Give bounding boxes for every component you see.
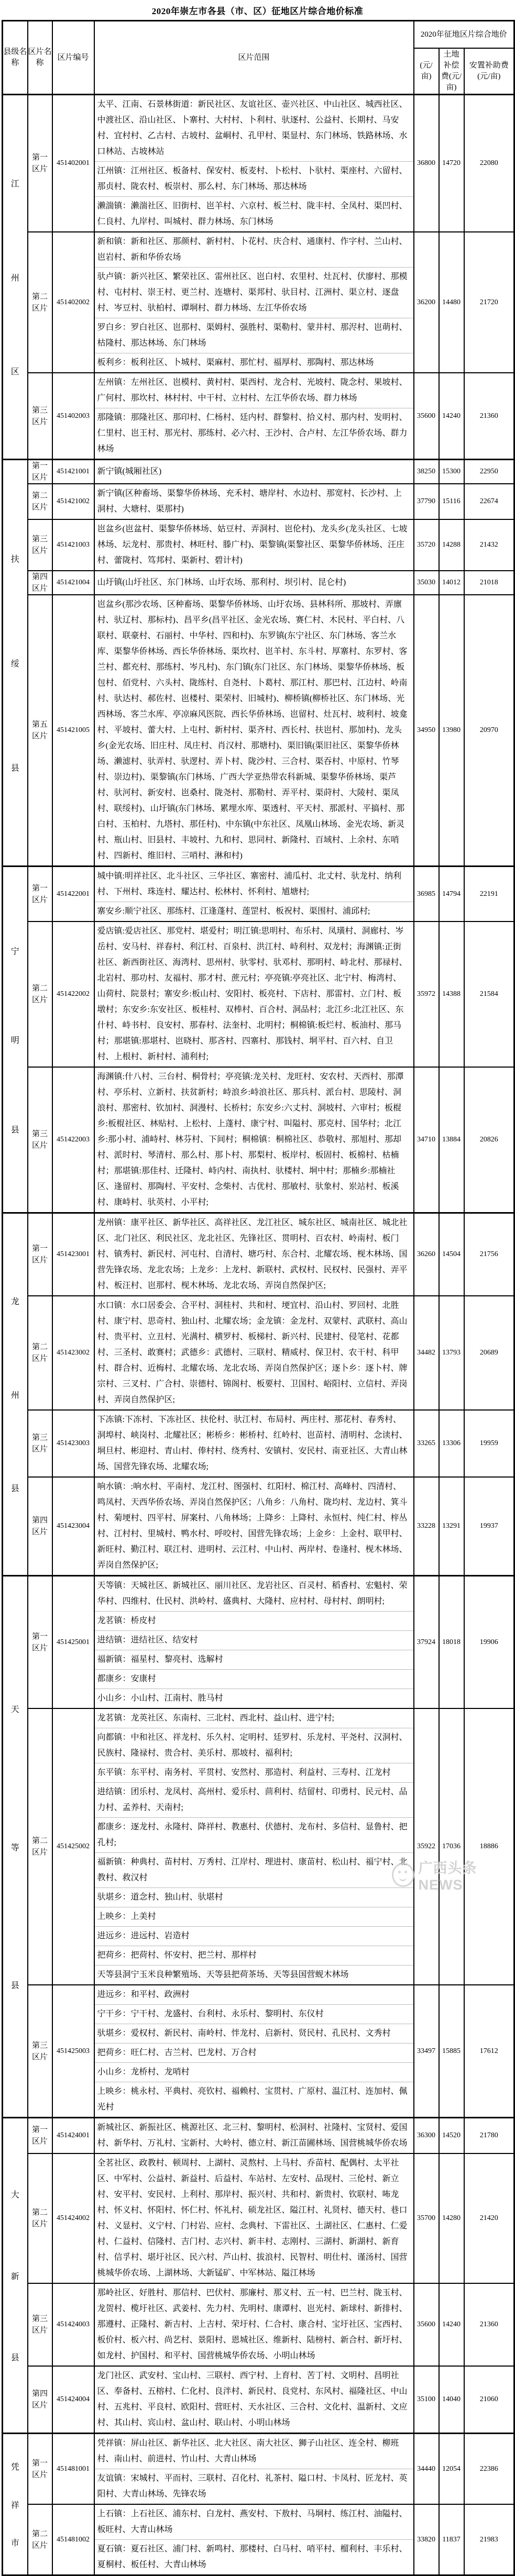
zone-name-cell: 第三区片 <box>28 2283 52 2366</box>
zone-name-cell: 第二区片 <box>28 232 52 373</box>
zone-code-cell: 451423003 <box>52 1410 94 1477</box>
land-comp-cell: 12054 <box>439 2434 464 2505</box>
range-paragraph: 岜盆乡(岜盆村、渠黎华侨林场、姑豆村、弄洞村、岜伦村)、龙头乡(龙头社区、七坡林场、坛龙村、那贵村、林旺村、滕广村)、渠黎镇(渠黎社区、渠黎华侨林场、汪庄村、蕾陇村、笃邦村、渠新村、碧计村) <box>97 525 408 565</box>
land-comp-cell: 14280 <box>439 2153 464 2283</box>
resettle-cell: 21756 <box>464 1213 514 1296</box>
land-comp-cell: 15116 <box>439 484 464 519</box>
zone-range-cell <box>94 2153 414 2283</box>
county-name-char: 县 <box>10 1484 19 1493</box>
zone-range-cell <box>94 571 414 595</box>
zone-code-cell: 451424004 <box>52 2366 94 2434</box>
zone-range-cell <box>94 2118 414 2154</box>
range-paragraph: 东平镇：东平村、南务村、平贯村、安然村、那造村、利益村、三寿村、江龙村 <box>95 1763 413 1782</box>
range-paragraph: 下冻镇:下冻村、下冻社区、扶伦村、驮江村、布局村、两庄村、那花村、春秀村、洞埠村、峡岗村、北耀社区；彬桥乡：彬桥村、红岭村、岜苗村、清明村、念读村、垌旦村、彬迎村、青山村、俸村村、绕秀村、安镇村、安民村、南亚社区、大青山林场、国营先锋农场、北耀农场; <box>97 1415 408 1471</box>
zone-range-cell <box>94 95 414 232</box>
zone-name-cell: 第二区片 <box>28 2153 52 2283</box>
price-total-cell: 35100 <box>414 2366 439 2434</box>
range-paragraph: 新宁镇(城厢社区) <box>97 467 162 476</box>
table-row <box>3 484 514 519</box>
county-name-cell <box>3 2434 28 2575</box>
zone-name-cell: 第五区片 <box>28 595 52 867</box>
land-comp-cell: 14794 <box>439 867 464 922</box>
col-header-price-group: 2020年征地区片综合地价 <box>414 21 514 49</box>
range-paragraph: 水口镇：水口居委会、合平村、洞桂村、共和村、埂宜村、沿山村、罗回村、北胜村、康宁村、思奇村、独山村、北耀农场；金龙镇：金龙村、双蒙村、武联村、高山村、贵平村、立丑村、光满村、横罗村、板梯村、新兴村、民建村、侵笔村、花都村、三圣村、敢赛村；武德乡：武德村、三联村、精威村、保卫村、农干村、科甲村、群合村、近梅村、北耀农场、龙北农场、弄岗自然保护区；逐卜乡：逐卜村、牌宗村、三叉村、广合村、崇德村、锦阁村、板要村、卫国村、峪阳村、立信村、弄岗村、弄岗自然保护区; <box>97 1301 408 1404</box>
range-paragraph: 那隆镇：那隆社区、那印村、仁杨村、廷内村、群黎村、拾义村、那内村、发明村、仁里村、岜王村、那光村、那练村、必六村、王沙村、合卢村、左江华侨农场、群力林场 <box>95 408 413 459</box>
price-total-cell: 37790 <box>414 484 439 519</box>
zone-range-cell <box>94 1576 414 1709</box>
table-header <box>3 21 514 95</box>
col-header-land-comp: 土地补偿费(元/亩) <box>439 48 464 95</box>
range-paragraph: 那岭社区、好胜村、那信村、巴伏村、那廉村、那义村、五一村、巴兰村、陇玉村、龙贺村、榄圩社区、武姜村、先力村、先明村、康谭村、岜光村、新球村、新排村、那遵村、正隆村、新吉村、上吉村、荣圩村、仁合村、康合村、宝圩社区、宝西村、板价村、板六村、尚艺村、景阳村、恩城社区、维新村、陆榜村、新合村、新圩村、如龙村、护国村、和平村、国营桃城华侨农场、小明山林场 <box>97 2289 408 2360</box>
zone-code-cell: 451423001 <box>52 1213 94 1296</box>
price-total-cell: 34440 <box>414 2434 439 2505</box>
county-name-char: 凭 <box>10 2462 19 2472</box>
range-paragraph: 进远乡：进远村、岩造村 <box>95 1926 413 1946</box>
county-name-cell <box>3 95 28 460</box>
range-paragraph: 进结镇：团乐村、龙凤村、高州村、爱乐村、茴利村、结留村、印勇村、民元村、品力村、孟养村、天南村; <box>95 1782 413 1817</box>
land-comp-cell: 14504 <box>439 1213 464 1296</box>
resettle-cell: 22080 <box>464 95 514 232</box>
resettle-cell: 19937 <box>464 1477 514 1576</box>
col-header-resettle: 安置补助费(元/亩) <box>464 48 514 95</box>
table-row <box>3 2434 514 2505</box>
land-price-table <box>2 20 515 2576</box>
resettle-cell: 21360 <box>464 2283 514 2366</box>
zone-name-cell: 第一区片 <box>28 2118 52 2154</box>
resettle-cell: 21360 <box>464 373 514 460</box>
table-row <box>3 2118 514 2154</box>
land-comp-cell: 14480 <box>439 232 464 373</box>
range-paragraph: 进远乡：和平村、政洲村 <box>97 1990 190 1999</box>
county-name-char: 市 <box>10 2539 19 2548</box>
watermark-text: 广西头条NEWS <box>418 1860 477 1893</box>
land-comp-cell: 13884 <box>439 1067 464 1213</box>
land-comp-cell: 14040 <box>439 2366 464 2434</box>
zone-range-cell <box>94 867 414 922</box>
county-name-char: 天 <box>10 1705 19 1714</box>
land-comp-cell: 13980 <box>439 595 464 867</box>
range-paragraph: 龙茗镇：龙英社区、东南村、三北村、西北村、益山村、进宁村; <box>97 1714 334 1723</box>
zone-name-cell: 第三区片 <box>28 1410 52 1477</box>
zone-range-cell <box>94 921 414 1067</box>
table-row <box>3 232 514 373</box>
county-name-char: 大 <box>10 2190 19 2200</box>
resettle-cell: 21584 <box>464 921 514 1067</box>
table-row <box>3 1708 514 1985</box>
range-paragraph: 江州镇：江州社区、板备村、保安村、板麦村、卜松村、卜驮村、渠座村、六留村、那贞村、陇农村、板崇村、那么村、东门林场、那达林场 <box>95 161 413 196</box>
zone-code-cell: 451422002 <box>52 921 94 1067</box>
county-name-char: 龙 <box>10 1297 19 1307</box>
price-total-cell: 33820 <box>414 2504 439 2575</box>
price-total-cell: 36800 <box>414 95 439 232</box>
county-name-cell <box>3 1576 28 2118</box>
zone-range-cell <box>94 2283 414 2366</box>
county-name-char: 祥 <box>10 2501 19 2510</box>
resettle-cell: 20826 <box>464 1067 514 1213</box>
price-total-cell: 38250 <box>414 460 439 484</box>
land-comp-cell: 15885 <box>439 1985 464 2118</box>
col-header-range: 区片范围 <box>94 21 414 95</box>
table-row <box>3 95 514 232</box>
zone-name-cell: 第四区片 <box>28 2366 52 2434</box>
zone-range-cell <box>94 1296 414 1410</box>
range-paragraph: 响水镇：:响水村、平南村、龙江村、图强村、红阳村、棉江村、高峰村、四清村、鸣凤村、天西华侨农场、弄岗自然保护区；八角乡：八角村、陇均村、龙边村、箕斗村、菊埂村、四平村、屏案村、八角林场；上降乡：上降村、永恒村、纯仁村、梓丛村、江村村、里城村、鸭水村、呼咬村、国营先锋农场；上金乡：上金村、联甲村、新旺村、勤江村、联江村、进明村、云江村、中山村、两岸村、卷逢村、枧木林场、弄岗自然保护区; <box>97 1482 408 1570</box>
range-paragraph: 龙门社区、武安村、宝山村、三联村、西宁村、上育村、苦丁村、文明村、昌明社区、奉备村、五榕村、仁化村、良泮村、新民村、良党村、东风村、福隆社区、中山村、五兆村、平良村、欧阳村、营旺村、天水社区、三合村、文化村、温新村、文应村、其山村、宾山村、盆山村、联山村、小明山林场 <box>97 2371 408 2427</box>
range-paragraph: 把荷乡：把荷村、怀安村、把兰村、那样村 <box>95 1946 413 1965</box>
zone-code-cell: 451425002 <box>52 1708 94 1985</box>
county-name <box>3 460 27 865</box>
col-header-code: 区片编号 <box>52 21 94 95</box>
county-name-char: 县 <box>10 1981 19 1991</box>
zone-range-cell <box>94 2434 414 2505</box>
land-comp-cell: 17036 <box>439 1708 464 1985</box>
table-row <box>3 867 514 922</box>
range-paragraph: 全茗社区、政教村、顿周村、上湖村、灵熬村、上马村、乔苗村、配偶村、太平社区、中军村、公益村、新益村、后益村、车站村、左安村、品现村、三伦村、新立村、安平村、安民村、上利村、那岸村、振兴村、共和村、新贵村、钦联村、咘龙村、怀义村、怀阳村、怀仁村、怀礼村、硕龙社区、隘江村、礼贤村、德天村、巷口村、义显村、义宁村、门村岩、应村、念典村、下雷社区、土湖社区、仁惠村、仁爱村、仁益村、信隆村、吉门村、志兴村、新丰村、志刚村、三湖村、新湖村、新育村、信孚村、堪圩社区、民六村、芦山村、拔浪村、民智村、明仕村、谨汤村、国营桃城华侨农场、上湖林场、大新锰矿、中军林站、隘江林场 <box>97 2159 408 2278</box>
zone-name-cell: 第二区片 <box>28 921 52 1067</box>
zone-name-cell: 第一区片 <box>28 1576 52 1709</box>
resettle-cell: 22950 <box>464 460 514 484</box>
price-total-cell: 37924 <box>414 1576 439 1709</box>
resettle-cell: 22191 <box>464 867 514 922</box>
range-paragraph: 城中镇:明祥社区、北斗社区、三华社区、寨密村、浦瓜村、北丈村、驮龙村、纳利村、下州村、珠连村、耀达村、松林村、怀利村、馗塘村; <box>97 872 401 896</box>
zone-range-cell <box>94 595 414 867</box>
table-row <box>3 2283 514 2366</box>
land-comp-cell: 14240 <box>439 2283 464 2366</box>
county-name <box>3 1214 27 1575</box>
table-row <box>3 2366 514 2434</box>
resettle-cell: 22674 <box>464 484 514 519</box>
zone-name-cell: 第三区片 <box>28 1985 52 2118</box>
land-comp-cell: 18018 <box>439 1576 464 1709</box>
price-total-cell: 35600 <box>414 373 439 460</box>
range-paragraph: 夏石镇：夏石社区、浦门村、新鸣村、那楼村、白马村、哨平村、榴利村、丰乐村、夏桐村、板任村、大青山林场 <box>95 2539 413 2574</box>
range-paragraph: 新和镇：新和社区、那颜村、新村村、卜花村、庆合村、通康村、作字村、兰山村、岜岩村、新和华侨农场 <box>97 237 408 262</box>
zone-name-cell: 第二区片 <box>28 1708 52 1985</box>
range-paragraph: 驮卢镇：新兴社区、繁荣社区、雷州社区、岜白村、农里村、灶瓦村、伏廖村、那模村、屯村村、崇王村、更兰村、连塘村、渠邦村、驮目村、江洲村、渠立村、逐盘村、岑豆村、驮柏村、谭垌村、群力林场、左江华侨农场 <box>95 267 413 318</box>
resettle-cell: 19959 <box>464 1410 514 1477</box>
table-row <box>3 1213 514 1296</box>
range-paragraph: 天等镇：天城社区、新城社区、丽川社区、龙岩社区、百灵村、稻香村、宏魁村、荣华村、四维村、仕民村、洪岭村、盛典村、大隆村、应村村、母村村、朗明村; <box>97 1581 408 1606</box>
land-comp-cell: 13291 <box>439 1477 464 1576</box>
price-total-cell: 34950 <box>414 595 439 867</box>
range-paragraph: 凭祥镇：屏山社区、新华社区、北大社区、南大社区、狮子山社区、连全村、柳班村、南山村、前进村、竹山村、大青山林场 <box>97 2439 399 2463</box>
range-paragraph: 新城社区、新振社区、桃源社区、北三村、黎明村、松洞村、社隆村、宝贤村、爱国村、新华村、万礼村、宝新村、大岭村、德立村、新江苗圃林场、国营桃城华侨农场 <box>97 2123 408 2148</box>
price-total-cell: 36300 <box>414 2118 439 2154</box>
table-body <box>3 95 514 2575</box>
price-total-cell: 33228 <box>414 1477 439 1576</box>
resettle-cell: 17612 <box>464 1985 514 2118</box>
range-paragraph: 上映乡：上美村 <box>95 1907 413 1926</box>
zone-name-cell: 第一区片 <box>28 2434 52 2505</box>
table-row <box>3 1477 514 1576</box>
zone-code-cell: 451421002 <box>52 484 94 519</box>
zone-name-cell: 第三区片 <box>28 519 52 571</box>
zone-range-cell <box>94 460 414 484</box>
table-row <box>3 519 514 571</box>
zone-name-cell: 第一区片 <box>28 1213 52 1296</box>
table-row <box>3 1576 514 1709</box>
county-name-char: 江 <box>10 180 19 189</box>
county-name-char: 明 <box>10 1036 19 1045</box>
range-paragraph: 宁干乡：宁干村、龙盛村、台利村、永乐村、黎明村、东仪村 <box>95 2004 413 2024</box>
price-total-cell: 34482 <box>414 1296 439 1410</box>
range-paragraph: 太平、江南、石景林街道：新民社区、友谊社区、壶兴社区、中山社区、城西社区、中渡社区、沿山社区、卜寨村、大村村、卜利村、驮逐村、公益村、长期村、马安村、宜村村、乙古村、古坡村、盆峒村、孔甲村、渠显村、东门林场、铁路林场、水口林站、古坡林站 <box>97 100 408 156</box>
price-total-cell: 36260 <box>414 1213 439 1296</box>
zone-range-cell <box>94 1410 414 1477</box>
county-name-cell <box>3 460 28 867</box>
county-name-cell <box>3 2118 28 2434</box>
zone-name-cell: 第二区片 <box>28 2504 52 2575</box>
resettle-cell: 19906 <box>464 1576 514 1709</box>
county-name <box>3 95 27 459</box>
resettle-cell: 18886 <box>464 1708 514 1985</box>
zone-range-cell <box>94 1708 414 1985</box>
range-paragraph: 新宁镇(区种畜场、渠黎华侨林场、充禾村、塘岸村、水边村、那宽村、长沙村、上洞村、大塘村、渠那村) <box>97 489 402 514</box>
zone-code-cell: 451421003 <box>52 519 94 571</box>
land-comp-cell: 14720 <box>439 95 464 232</box>
resettle-cell: 20689 <box>464 1296 514 1410</box>
county-name-char: 扶 <box>10 555 19 564</box>
land-comp-cell: 14388 <box>439 921 464 1067</box>
zone-range-cell <box>94 484 414 519</box>
land-comp-cell: 11837 <box>439 2504 464 2575</box>
zone-code-cell: 451424002 <box>52 2153 94 2283</box>
col-header-price-unit: (元/亩) <box>414 48 439 95</box>
price-total-cell: 33497 <box>414 1985 439 2118</box>
county-name-char: 县 <box>10 2353 19 2363</box>
zone-code-cell: 451421001 <box>52 460 94 484</box>
zone-code-cell: 451422003 <box>52 1067 94 1213</box>
zone-name-cell: 第一区片 <box>28 867 52 922</box>
zone-range-cell <box>94 1213 414 1296</box>
land-comp-cell: 14012 <box>439 571 464 595</box>
zone-range-cell <box>94 1067 414 1213</box>
zone-range-cell <box>94 519 414 571</box>
range-paragraph: 福新镇：种典村、苗村村、万秀村、江岸村、理进村、康苗村、松山村、福宁村、北教村、救汉村 <box>95 1852 413 1887</box>
county-name-char: 区 <box>10 367 19 376</box>
resettle-cell: 21780 <box>464 2118 514 2154</box>
county-name-char: 州 <box>10 1391 19 1400</box>
price-total-cell: 36985 <box>414 867 439 922</box>
range-paragraph: 都康乡：逐龙村、永隆村、降祥村、教惠村、伏德村、龙布村、多信村、显鲁村、把孔村; <box>95 1817 413 1852</box>
table-row <box>3 595 514 867</box>
range-paragraph: 进结镇：进结社区、结安村 <box>95 1630 413 1650</box>
table-row <box>3 1985 514 2118</box>
range-paragraph: 龙州镇：康平社区、新华社区、高祥社区、龙江社区、城东社区、城南社区、城北社区、北门社区、利民社区、龙北社区、先锋社区、贯明村、百农村、岭南村、板门村、镇秀村、新民村、河屯村、自清村、塘巧村、东合村、北耀农场、枧木林场、国营先锋农场、龙北农场；上龙乡：上龙村、新联村、武权村、民权村、民强村、弄平村、板汪村、岜那村、枧木林场、龙北农场、弄岗自然保护区; <box>97 1218 408 1290</box>
price-total-cell: 36200 <box>414 232 439 373</box>
county-name-char: 县 <box>10 763 19 773</box>
zone-name-cell: 第一区片 <box>28 95 52 232</box>
county-name-char: 州 <box>10 273 19 283</box>
county-name-cell <box>3 867 28 1213</box>
page-title: 2020年崇左市各县（市、区）征地区片综合地价标准 <box>151 6 364 16</box>
zone-code-cell: 451425001 <box>52 1576 94 1709</box>
zone-range-cell <box>94 2504 414 2575</box>
resettle-cell: 21060 <box>464 2366 514 2434</box>
resettle-cell: 21420 <box>464 2153 514 2283</box>
zone-code-cell: 451424003 <box>52 2283 94 2366</box>
land-comp-cell: 15300 <box>439 460 464 484</box>
zone-code-cell: 451425003 <box>52 1985 94 2118</box>
county-name <box>3 2434 27 2574</box>
range-paragraph: 寨安乡:顺宁社区、那练村、江逢蓬村、莲罡村、板祝村、渠围村、浦邱村; <box>95 902 413 921</box>
resettle-cell: 21983 <box>464 2504 514 2575</box>
land-comp-cell: 13793 <box>439 1296 464 1410</box>
county-name-char: 新 <box>10 2272 19 2281</box>
land-comp-cell: 14240 <box>439 373 464 460</box>
zone-name-cell: 第三区片 <box>28 373 52 460</box>
range-paragraph: 都康乡：安康村 <box>95 1669 413 1689</box>
resettle-cell: 21720 <box>464 232 514 373</box>
range-paragraph: 龙茗镇：桥皮村 <box>95 1611 413 1630</box>
range-paragraph: 驮堪乡：爱权村、新民村、南岭村、怑龙村、启新村、贤民村、孔民村、文秀村 <box>95 2024 413 2043</box>
zone-range-cell <box>94 1985 414 2118</box>
zone-code-cell: 451423002 <box>52 1296 94 1410</box>
zone-code-cell: 451402001 <box>52 95 94 232</box>
county-name-char: 县 <box>10 1125 19 1135</box>
range-paragraph: 海渊镇:什八村、三台村、桐骨村；亭亮镇:龙关村、龙旺村、安农村、天西村、那潭村、亭乐村、立新村、扶贫新村；峙浪乡:峙浪社区、那兵村、派台村、思陵村、洞浪村、那密村、钦加村、洞漫村、长桥村；东安乡:六丈村、洞坡村、六审村；板棍乡:板棍社区、林贴村、上松村、上蓬村、康宁村、叫隘村、那克村、国华村；北江乡:那小村、浦峙村、林芬村、下间村；桐棉镇：桐棉社区、恭敬村、那旭村、那却村、派时村、琴清村、那么村、那卜村、那梨村、板岸村、板固村、板棉村、枯楠村；那堪镇:那佳村、迁隆村、峙内村、南执村、驮楼村、垌中村；那楠乡:那楠社区、逢留村、那陶村、平安村、念柴村、古优村、那敏村、驮象村、岽站村、板溪村、康峙村、驮英村、小平村; <box>97 1072 404 1207</box>
range-paragraph: 罗白乡：罗白社区、岜那村、渠姆村、强胜村、渠勒村、蒙井村、那浕村、岜萌村、枯隆村、那达林场、东门林场 <box>95 318 413 353</box>
range-paragraph: 板利乡：板利社区、卜城村、渠麻村、那忙村、福厚村、那陶村、那达林场 <box>95 353 413 372</box>
price-total-cell: 35922 <box>414 1708 439 1985</box>
zone-range-cell <box>94 2366 414 2434</box>
range-paragraph: 天等县洞宁玉米良种繁殖场、天等县把荷茶场、天等县国营蚬木林场 <box>95 1965 413 1984</box>
table-row <box>3 571 514 595</box>
zone-code-cell: 451423004 <box>52 1477 94 1576</box>
zone-range-cell <box>94 232 414 373</box>
resettle-cell: 22386 <box>464 2434 514 2505</box>
zone-code-cell: 451422001 <box>52 867 94 922</box>
land-comp-cell: 14288 <box>439 519 464 571</box>
range-paragraph: 爱店镇:爱店社区、那党村、堪爱村；明江镇:思明村、布乐村、凤璜村、洞廊村、岑岳村、安马村、祥春村、利江村、百泉村、洪江村、峙利村、双龙村；海渊镇:正街社区、新西街社区、海湾村、思州村、驮零村、驮邓村、那明村、峙北村、那禄村、北岩村、那功村、友福村、那才村、蔗元村；亭亮镇:亭亮社区、北宁村、梅湾村、山荷村、院景村；寨安乡:板山村、安阳村、板亮村、下店村、那雷村、立门村、板墩村；东安乡:东安社区、板桂村、双棒村、百合村、洞品村；北江乡:北江社区、东什村、峙书村、良安村、那春村、法奎村、北明村；桐棉镇:板烂村、板油村、那马村；那堪镇:那堪村、岜晓村、那吝村、四寨村、那钱村、垌平村、百六村、自卫村、上根村、新村村、浦利村; <box>97 927 408 1061</box>
range-paragraph: 山圩镇(山圩社区、东门林场、山圩农场、那利村、坝引村、昆仑村) <box>97 578 346 587</box>
price-total-cell: 34710 <box>414 1067 439 1213</box>
header-row-group <box>3 21 514 49</box>
zone-name-cell: 第四区片 <box>28 1477 52 1576</box>
zone-code-cell: 451481002 <box>52 2504 94 2575</box>
range-paragraph: 左州镇：左州社区、岜模村、黄村村、渠西村、龙合村、光坡村、陇念村、果坡村、广何村、那坎村、林村村、中干村、立村村、左江华侨农场、群力林场 <box>97 378 408 403</box>
zone-range-cell <box>94 373 414 460</box>
range-paragraph: 岜盆乡(那沙农场、区种畜场、渠黎华侨林场、山圩农场、县林科所、那坡村、弄廪村、驮辽村、那标村)、昌平乡(昌平社区、金光农场、赛仁村、木民村、平白村、八联村、联豪村、石丽村、中华村、四和村)、东罗镇(东宁社区、东门林场、客兰水库、渠黎华侨林场、西长华侨林场、渠坎村、岜羊村、东斗村、厚寨村、东罗村、客兰村、都充村、那练村、岑凡村)、东门镇(东门社区、东门林场、渠黎华侨林场、板包村、佰党村、六头村、陇练村、自尧村、卜葛村、那江村、那巴村、江边村、岭南村、驮达村、郝佐村、岜楼村、渠荣村、旧城村)、柳桥镇(柳桥社区、东门林场、光西林场、客兰水库、亭凉麻风医院、西长华侨林场、岜留村、灶瓦村、坡利村、坡龛村、平坡村、蕾大村、上屯村、新村村、渠齐村、西长村、扶岜村、那加村)、龙头乡(金光农场、旧庄村、凤庄村、肖汉村、那塘村)、渠旧镇(渠旧社区、渠黎华侨林场、濑滤村、驮弄村、驮逻村、弄卜村、陇沙村、三合村、渠吞村、中原村、竹琴村、崇边村)、渠黎镇(东门林场、广西大学亚热带农科新城、渠黎华侨林场、渠芦村、驮河村、新安村、岜桑村、陇尧村、那勒村、弄平村、渠莳村、大陵村、渠凤村、联绥村)、山圩镇(东门林场、累埋水库、渠透村、平天村、那派村、平搞村、那白村、玉柏村、九塔村、那任村)、中东镇(中东社区、凤凰山林场、金光农场、新灵村、瓶山村、旧县村、丰坡村、九和村、思同村、新隆村、百域村、上余村、东哨村、四新村、维旧村、三哨村、淋和村) <box>97 600 408 860</box>
zone-code-cell: 451421005 <box>52 595 94 867</box>
county-name-char: 宁 <box>10 947 19 956</box>
range-paragraph: 上石镇：上石社区、浦东村、白龙村、燕安村、下敖村、马垌村、练江村、油隘村、板旺村、大青山林场 <box>97 2510 408 2534</box>
table-row <box>3 921 514 1067</box>
range-paragraph: 驮堪乡：道念村、独山村、驮堪村 <box>95 1887 413 1907</box>
table-row <box>3 1410 514 1477</box>
zone-code-cell: 451421004 <box>52 571 94 595</box>
price-total-cell: 35030 <box>414 571 439 595</box>
land-comp-cell: 13306 <box>439 1410 464 1477</box>
col-header-county: 县级名称 <box>3 21 28 95</box>
range-paragraph: 濑湍镇：濑湍社区、旧街村、岜羊村、六京村、板兰村、陇丰村、全凤村、渠凹村、仁良村、九岸村、叫城村、群力林场、东门林场 <box>95 196 413 231</box>
price-total-cell: 35700 <box>414 2153 439 2283</box>
range-paragraph: 福新镇：福星村、黎亮村、选解村 <box>95 1650 413 1669</box>
county-name-char: 等 <box>10 1843 19 1852</box>
price-total-cell: 33265 <box>414 1410 439 1477</box>
county-name <box>3 2118 27 2433</box>
zone-name-cell: 第三区片 <box>28 1067 52 1213</box>
county-name <box>3 867 27 1212</box>
table-row <box>3 1067 514 1213</box>
zone-name-cell: 第一区片 <box>28 460 52 484</box>
county-name-char: 绥 <box>10 659 19 669</box>
zone-name-cell: 第二区片 <box>28 484 52 519</box>
land-comp-cell: 14520 <box>439 2118 464 2154</box>
zone-code-cell: 451424001 <box>52 2118 94 2154</box>
zone-name-cell: 第二区片 <box>28 1296 52 1410</box>
resettle-cell: 21432 <box>464 519 514 571</box>
col-header-zone: 区片名称 <box>28 21 52 95</box>
county-name <box>3 1576 27 2117</box>
table-row <box>3 1296 514 1410</box>
zone-code-cell: 451402002 <box>52 232 94 373</box>
table-row <box>3 2153 514 2283</box>
table-row <box>3 2504 514 2575</box>
range-paragraph: 友谊镇：宋城村、平而村、三联村、召化村、礼茶村、隘口村、卡凤村、匠龙村、英阳村、大青山林场、先锋农场 <box>95 2469 413 2504</box>
range-paragraph: 向都镇：中和社区、祥龙村、乐久村、定明村、廷罗村、乐龙村、平尧村、汉洞村、民族村、隆禄村、贵合村、美乐村、那坡村、福利村; <box>95 1728 413 1763</box>
price-total-cell: 35600 <box>414 2283 439 2366</box>
zone-code-cell: 451402003 <box>52 373 94 460</box>
range-paragraph: 上映乡：桃永村、平典村、亮钦村、福赖村、宝贯村、广原村、温江村、连加村、佩光村 <box>95 2082 413 2117</box>
range-paragraph: 把荷乡：旺仁村、吉兰村、巴龙村、万合村 <box>95 2043 413 2062</box>
table-row <box>3 373 514 460</box>
resettle-cell: 21018 <box>464 571 514 595</box>
price-total-cell: 35720 <box>414 519 439 571</box>
county-name-cell <box>3 1213 28 1576</box>
zone-code-cell: 451481001 <box>52 2434 94 2505</box>
table-row <box>3 460 514 484</box>
zone-range-cell <box>94 1477 414 1576</box>
price-total-cell: 35972 <box>414 921 439 1067</box>
range-paragraph: 小山乡：小山村、江南村、胜马村 <box>95 1689 413 1708</box>
resettle-cell: 20970 <box>464 595 514 867</box>
zone-name-cell: 第四区片 <box>28 571 52 595</box>
range-paragraph: 小山乡：龙桥村、龙哨村 <box>95 2062 413 2082</box>
